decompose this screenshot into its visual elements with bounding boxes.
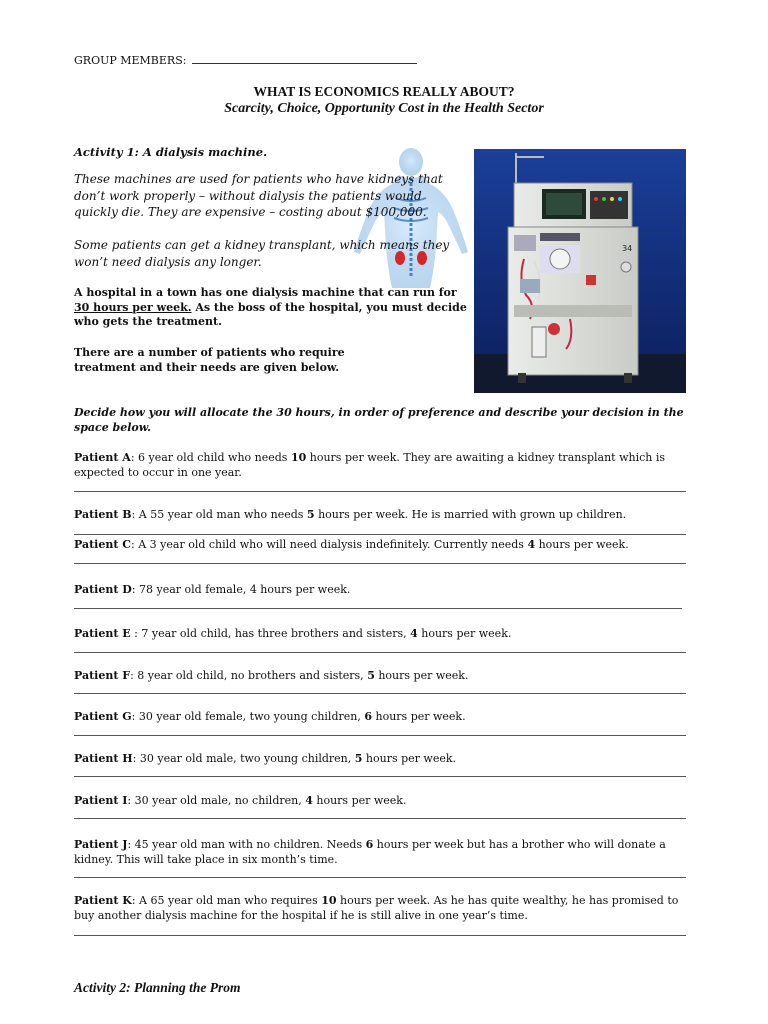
scenario-text-b: As the boss of the hospital, you must decide who gets the treatment.	[74, 300, 467, 328]
patient-description-rest: hours per week.	[312, 794, 407, 807]
group-members-blank-line[interactable]	[192, 53, 417, 64]
patient-entry	[74, 583, 694, 598]
patient-entry	[74, 838, 694, 867]
answer-line[interactable]	[74, 491, 686, 492]
patient-hours: 4	[527, 538, 536, 551]
scenario-text-a: A hospital in a town has one dialysis machine that can run for	[74, 286, 457, 299]
patient-label: Patient G	[74, 710, 132, 723]
patient-description-rest: hours per week. He is married with grown up children.	[314, 508, 627, 521]
patient-description-rest: hours per week. As he has quite wealthy, he has promised to buy another dialysis machine for the hospital if he is still alive in one year’s time.	[74, 894, 679, 922]
patient-label: Patient H	[74, 752, 133, 765]
patient-description: : 45 year old man with no children. Needs	[127, 838, 366, 851]
patient-hours: 10	[321, 894, 337, 907]
activity1-heading: Activity 1: A dialysis machine.	[74, 145, 268, 159]
patient-description-rest: hours per week.	[362, 752, 457, 765]
patient-description: : 30 year old male, two young children,	[132, 752, 355, 765]
patient-label: Patient I	[74, 794, 128, 807]
machine-display-number: 34	[622, 244, 633, 253]
patient-description-rest: hours per week.	[535, 538, 629, 551]
patient-entry	[74, 669, 694, 684]
patient-hours: 5	[354, 752, 363, 765]
patient-description: : 78 year old female, 4 hours per week.	[131, 583, 351, 596]
group-members-label: GROUP MEMBERS:	[74, 54, 190, 67]
patient-description: : 30 year old female, two young children,	[131, 710, 365, 723]
patient-label: Patient K	[74, 894, 132, 907]
patient-description-rest: hours per week but has a brother who will donate a kidney. This will take place in six month’s time.	[74, 838, 666, 866]
patient-description-rest: hours per week.	[374, 669, 469, 682]
dialysis-machine-photo	[474, 149, 686, 393]
answer-line[interactable]	[74, 776, 686, 777]
answer-line[interactable]	[74, 877, 686, 878]
patient-label: Patient J	[74, 838, 128, 851]
page-subtitle: Scarcity, Choice, Opportunity Cost in the Health Sector	[224, 101, 544, 116]
answer-line[interactable]	[74, 935, 686, 936]
group-members-field	[74, 53, 417, 67]
patient-hours: 6	[364, 710, 372, 723]
patient-description: : A 3 year old child who will need dialysis indefinitely. Currently needs	[131, 538, 528, 551]
patient-label: Patient D	[74, 583, 132, 596]
patient-label: Patient A	[74, 451, 131, 464]
patient-label: Patient B	[74, 508, 132, 521]
answer-line[interactable]	[74, 563, 686, 564]
answer-line[interactable]	[74, 652, 686, 653]
patient-hours: 4	[410, 627, 418, 640]
patient-hours: 6	[365, 838, 374, 851]
hospital-scenario	[74, 286, 469, 330]
patient-entry	[74, 794, 694, 809]
answer-line[interactable]	[74, 735, 686, 736]
patient-hours: 10	[290, 451, 307, 464]
answer-line[interactable]	[74, 608, 682, 609]
patient-description-rest: hours per week. They are awaiting a kidney transplant which is expected to occur in one year.	[74, 451, 666, 479]
patients-intro: There are a number of patients who require treatment and their needs are given below.	[74, 346, 345, 374]
answer-line[interactable]	[74, 693, 686, 694]
patient-entry	[74, 894, 694, 923]
patient-label: Patient C	[74, 538, 132, 551]
patient-description: : 7 year old child, has three brothers and sisters,	[130, 627, 411, 640]
patient-entry	[74, 627, 694, 642]
patient-entry	[74, 451, 694, 480]
patient-description: : 30 year old male, no children,	[127, 794, 306, 807]
patient-label: Patient F	[74, 669, 131, 682]
allocation-instructions: Decide how you will allocate the 30 hours, in order of preference and describe your decision in the space below.	[74, 406, 684, 434]
patient-entry	[74, 710, 694, 725]
page-title: WHAT IS ECONOMICS REALLY ABOUT?	[253, 84, 515, 99]
patient-description: : A 65 year old man who requires	[131, 894, 322, 907]
patient-entry	[74, 508, 694, 523]
patient-hours: 4	[305, 794, 313, 807]
patient-description-rest: hours per week.	[417, 627, 512, 640]
activity2-heading: Activity 2: Planning the Prom	[74, 980, 241, 995]
answer-line[interactable]	[74, 818, 686, 819]
patient-description: : 8 year old child, no brothers and sisters,	[130, 669, 368, 682]
patient-description: : 6 year old child who needs	[130, 451, 291, 464]
answer-line[interactable]	[74, 534, 686, 535]
patient-description: : A 55 year old man who needs	[131, 508, 307, 521]
scenario-hours: 30 hours per week.	[74, 300, 192, 314]
patient-hours: 5	[306, 508, 315, 521]
intro-paragraph-1: These machines are used for patients who have kidneys that don’t work properly – without dialysis the patients would quickly die. They are expensive – costing about $100,000.	[74, 172, 443, 219]
patient-hours: 5	[367, 669, 375, 682]
patient-entry	[74, 538, 694, 553]
intro-paragraph-2: Some patients can get a kidney transplant, which means they won’t need dialysis any longer.	[74, 238, 450, 269]
patient-label: Patient E	[74, 627, 131, 640]
patient-description-rest: hours per week.	[372, 710, 466, 723]
patient-entry	[74, 752, 694, 767]
